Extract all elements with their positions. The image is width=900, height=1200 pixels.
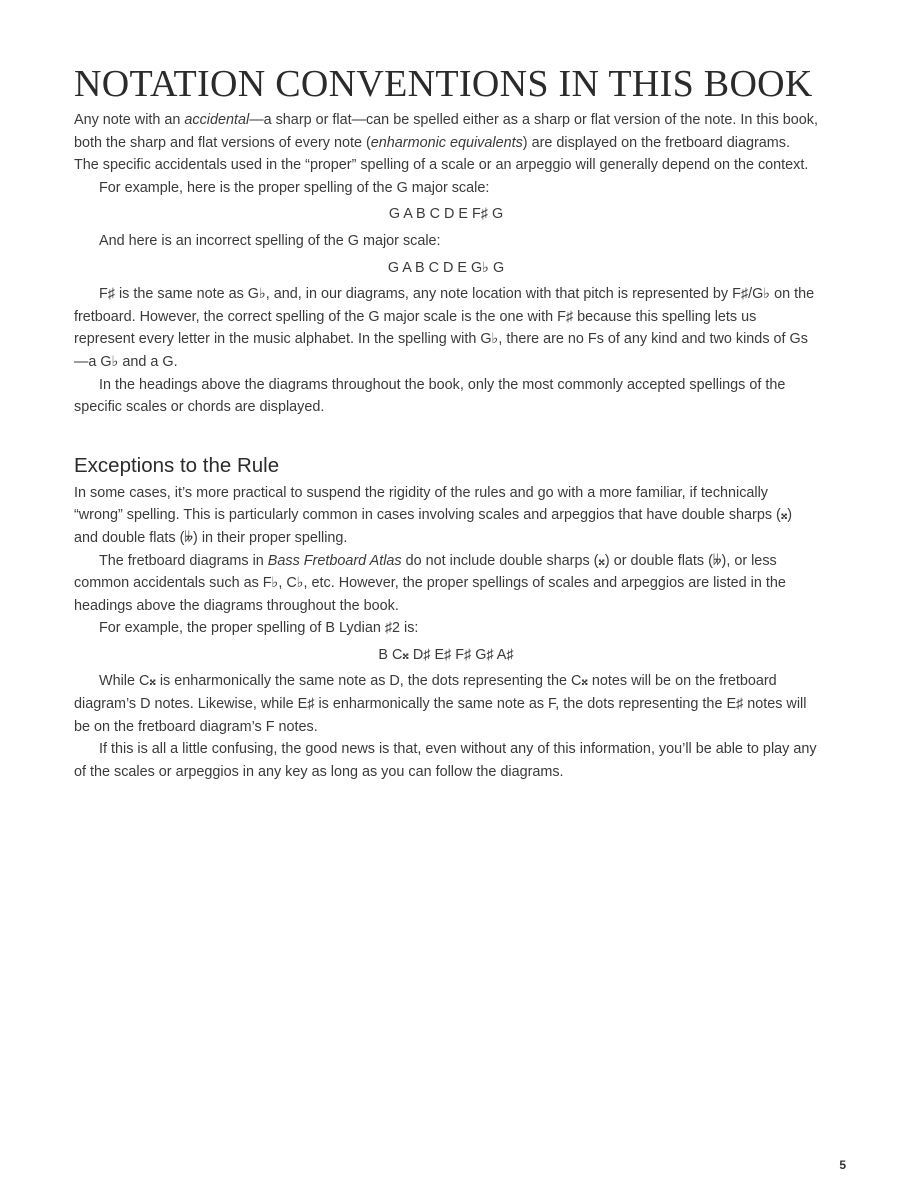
intro-paragraph-3: And here is an incorrect spelling of the G major scale:: [99, 232, 441, 249]
intro-paragraph-5: In the headings above the diagrams throughout the book, only the most commonly accepted spellings of the specific scales or chords are displayed.: [74, 376, 786, 416]
term-accidental: accidental: [184, 112, 250, 128]
body-text: [74, 109, 818, 783]
intro-paragraph-2: For example, here is the proper spelling of the G major scale:: [99, 179, 490, 196]
book-title: Bass Fretboard Atlas: [267, 552, 402, 569]
exceptions-paragraph-1: In some cases, it’s more practical to suspend the rigidity of the rules and go with a more familiar, if technically “wrong” spelling. This is particularly common in cases involving scales and arpeggios that have double sharps (𝄪) and double flats (𝄫) in their proper spelling.: [74, 484, 793, 546]
intro-paragraph-1: Any note with an accidental—a sharp or flat—can be spelled either as a sharp or flat version of the note. In this book, both the sharp and flat versions of every note (enharmonic equivalents) are displayed on the fretboard diagrams. The specific accidentals used in the “proper” spelling of a scale or an arpeggio will generally depend on the context.: [74, 112, 818, 174]
exceptions-paragraph-3: For example, the proper spelling of B Lydian ♯2 is:: [99, 620, 419, 637]
section-heading-exceptions: Exceptions to the Rule: [74, 453, 280, 477]
page-title: NOTATION CONVENTIONS IN THIS BOOK: [74, 63, 813, 105]
exceptions-paragraph-4: While C𝄪 is enharmonically the same note as D, the dots representing the C𝄪 notes will be on the fretboard diagram’s D notes. Likewise, while E♯ is enharmonically the same note as F, the dots representing the E♯ notes will be on the fretboard diagram’s F notes.: [74, 673, 807, 735]
scale-spelling-proper: G A B C D E F♯ G: [388, 206, 504, 223]
intro-paragraph-4: F♯ is the same note as G♭, and, in our diagrams, any note location with that pitch is represented by F♯/G♭ on the fretboard. However, the correct spelling of the G major scale is the one with F♯ because this spelling lets us represent every letter in the music alphabet. In the spelling with G♭, there are no Fs of any kind and two kinds of Gs—a G♭ and a G.: [74, 286, 815, 370]
term-enharmonic-equivalents: enharmonic equivalents: [370, 134, 523, 151]
exceptions-paragraph-5: If this is all a little confusing, the good news is that, even without any of this information, you’ll be able to play any of the scales or arpeggios in any key as long as you can follow the diagrams.: [74, 741, 817, 780]
page-number: 5: [839, 1158, 846, 1172]
exceptions-paragraph-2: The fretboard diagrams in Bass Fretboard Atlas do not include double sharps (𝄪) or double flats (𝄫), or less common accidentals such as F♭, C♭, etc. However, the proper spellings of scales and arpeggios are listed in the headings above the diagrams throughout the book.: [74, 552, 786, 614]
scale-spelling-incorrect: G A B C D E G♭ G: [387, 259, 505, 276]
scale-spelling-lydian: B C𝄪 D♯ E♯ F♯ G♯ A♯: [378, 646, 514, 663]
